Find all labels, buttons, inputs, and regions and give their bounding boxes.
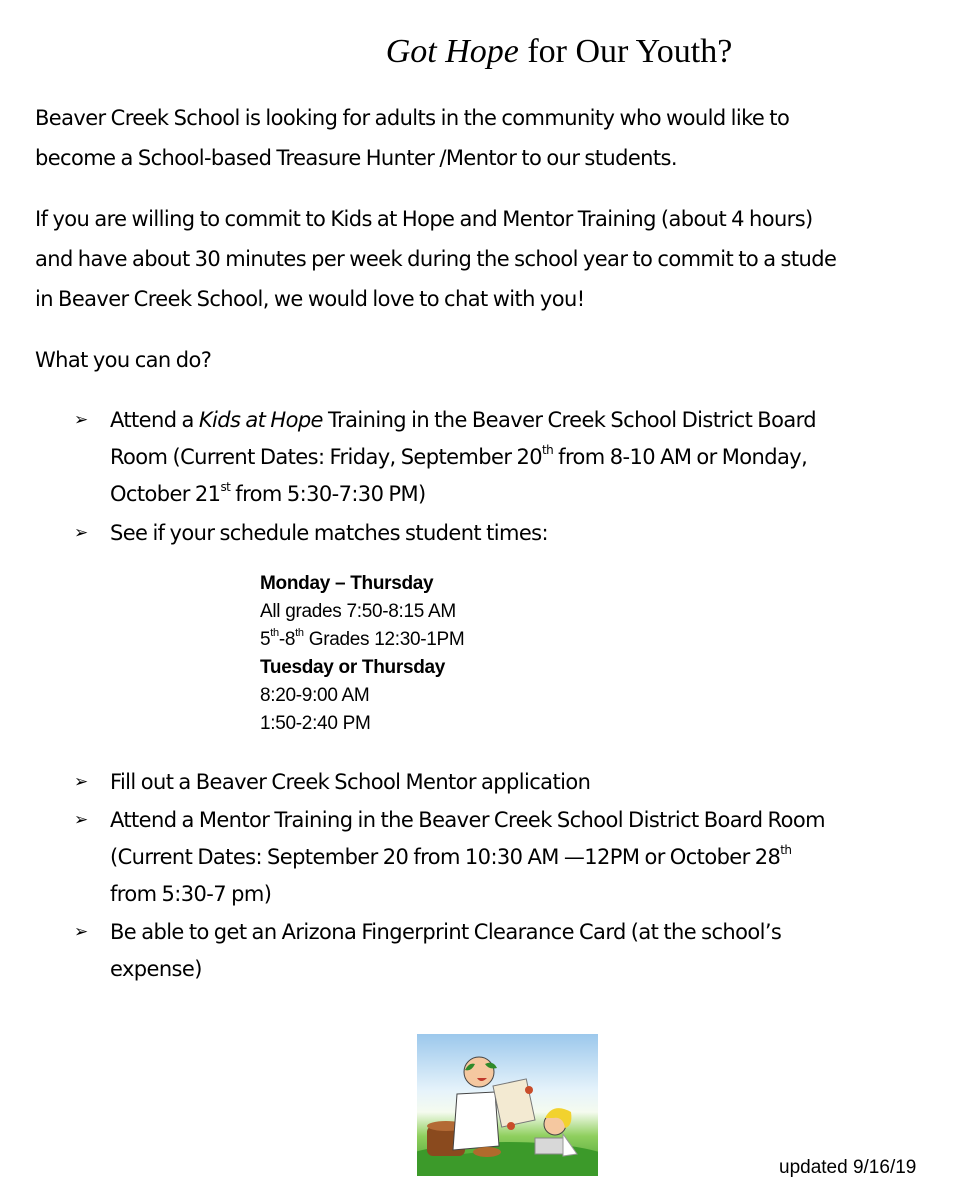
ordinal-suffix: th	[270, 626, 279, 639]
bullet-text: Fill out a Beaver Creek School Mentor application	[110, 770, 591, 794]
schedule-text: Grades 12:30-1PM	[303, 629, 465, 650]
bullet-text: from 8-10 AM or Monday,	[553, 445, 808, 469]
mentor-reading-scroll-image	[417, 1034, 598, 1176]
bullet-text: expense)	[110, 957, 202, 981]
schedule-heading-tue-thu: Tuesday or Thursday	[260, 657, 446, 678]
bullet-text: October 21	[110, 482, 221, 506]
commitment-line: If you are willing to commit to Kids at Hope and Mentor Training (about 4 hours)	[35, 207, 813, 231]
ordinal-suffix: st	[220, 480, 231, 494]
program-name: Kids at Hope	[198, 408, 323, 432]
schedule-row: 1:50-2:40 PM	[260, 713, 371, 734]
arrowhead-bullet-icon: ➢	[74, 810, 89, 830]
bullet-text: from 5:30-7 pm)	[110, 882, 272, 906]
intro-paragraph	[35, 98, 977, 178]
ordinal-suffix: th	[780, 843, 792, 857]
page-title	[0, 28, 977, 76]
commitment-line: in Beaver Creek School, we would love to chat with you!	[35, 287, 585, 311]
what-you-can-do-heading	[35, 340, 977, 380]
bullet-text: Attend a	[110, 408, 199, 432]
title-italic: Got Hope	[385, 33, 519, 70]
schedule-row	[260, 626, 464, 654]
updated-date: updated 9/16/19	[779, 1157, 917, 1178]
bullet-text: Attend a Mentor Training in the Beaver Creek School District Board Room	[110, 808, 825, 832]
intro-line: Beaver Creek School is looking for adults in the community who would like to	[35, 106, 790, 130]
student-schedule	[260, 570, 464, 738]
schedule-text: 5	[260, 629, 271, 650]
arrowhead-bullet-icon: ➢	[74, 922, 89, 942]
heading-text: What you can do?	[35, 348, 212, 372]
commitment-paragraph	[35, 199, 977, 319]
arrowhead-bullet-icon: ➢	[74, 523, 89, 543]
schedule-row: 8:20-9:00 AM	[260, 685, 370, 706]
mentor-illustration	[417, 1034, 598, 1176]
ordinal-suffix: th	[541, 443, 554, 457]
bullet-text: Training in the Beaver Creek School District Board	[322, 408, 817, 432]
bullet-text: See if your schedule matches student times:	[110, 521, 548, 545]
arrowhead-bullet-icon: ➢	[74, 772, 89, 792]
schedule-heading-mon-thu: Monday – Thursday	[260, 573, 434, 594]
bullet-text: Room (Current Dates: Friday, September 20	[110, 445, 542, 469]
schedule-text: -8	[278, 629, 296, 650]
commitment-line: and have about 30 minutes per week during the school year to commit to a stude	[35, 247, 837, 271]
intro-line: become a School-based Treasure Hunter /Mentor to our students.	[35, 146, 677, 170]
title-rest: for Our Youth?	[518, 33, 733, 70]
arrowhead-bullet-icon: ➢	[74, 410, 89, 430]
bullet-text: Be able to get an Arizona Fingerprint Clearance Card (at the school’s	[110, 920, 782, 944]
schedule-row: All grades 7:50-8:15 AM	[260, 601, 456, 622]
bullet-text: from 5:30-7:30 PM)	[230, 482, 426, 506]
ordinal-suffix: th	[295, 626, 304, 639]
bullet-text: (Current Dates: September 20 from 10:30 AM —12PM or October 28	[110, 845, 781, 869]
